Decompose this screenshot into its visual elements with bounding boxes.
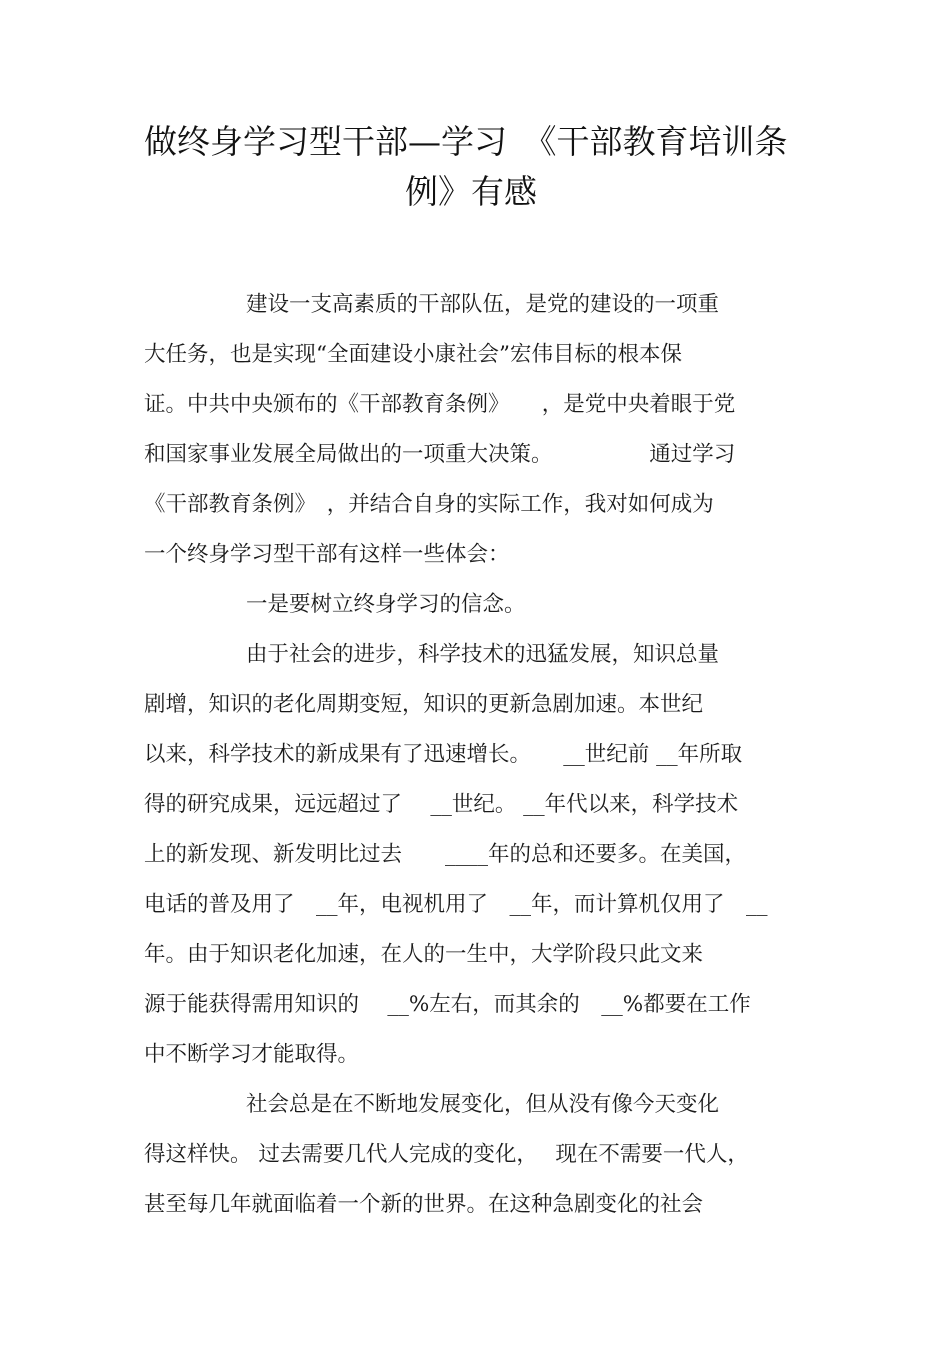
paragraph-line: 中不断学习才能取得。 bbox=[144, 1042, 360, 1067]
paragraph-line: 上的新发现、新发明比过去 ____年的总和还要多。在美国， bbox=[144, 842, 747, 867]
paragraph-line: 社会总是在不断地发展变化，但从没有像今天变化 bbox=[246, 1092, 720, 1117]
paragraph-line: 大任务，也是实现“全面建设小康社会”宏伟目标的根本保 bbox=[144, 342, 682, 367]
paragraph-line: 电话的普及用了 __年，电视机用了 __年，而计算机仅用了 __ bbox=[144, 892, 768, 917]
document-title-line-1: 做终身学习型干部—学习 《干部教育培训条 bbox=[144, 122, 788, 161]
document-title-line-2: 例》有感 bbox=[405, 172, 537, 211]
paragraph-line: 由于社会的进步，科学技术的迅猛发展，知识总量 bbox=[246, 642, 720, 667]
paragraph-line: 得的研究成果，远远超过了 __世纪。 __年代以来，科学技术 bbox=[144, 792, 739, 817]
paragraph-line: 以来，科学技术的新成果有了迅速增长。 __世纪前 __年所取 bbox=[144, 742, 743, 767]
paragraph-line: 建设一支高素质的干部队伍，是党的建设的一项重 bbox=[246, 292, 720, 317]
paragraph-line: 甚至每几年就面临着一个新的世界。在这种急剧变化的社会 bbox=[144, 1192, 704, 1217]
paragraph-line: 一个终身学习型干部有这样一些体会： bbox=[144, 542, 510, 567]
paragraph-line: 源于能获得需用知识的 __%左右，而其余的 __%都要在工作 bbox=[144, 992, 751, 1017]
paragraph-line: 和国家事业发展全局做出的一项重大决策。 通过学习 bbox=[144, 442, 736, 467]
paragraph-line: 证。中共中央颁布的《干部教育条例》 ，是党中央着眼于党 bbox=[144, 392, 736, 417]
paragraph-line: 剧增，知识的老化周期变短，知识的更新急剧加速。本世纪 bbox=[144, 692, 704, 717]
paragraph-line: 得这样快。 过去需要几代人完成的变化， 现在不需要一代人， bbox=[144, 1142, 749, 1167]
paragraph-line: 年。由于知识老化加速，在人的一生中，大学阶段只此文来 bbox=[144, 942, 704, 967]
section-heading: 一是要树立终身学习的信念。 bbox=[246, 592, 526, 617]
paragraph-line: 《干部教育条例》 ，并结合自身的实际工作，我对如何成为 bbox=[144, 492, 714, 517]
